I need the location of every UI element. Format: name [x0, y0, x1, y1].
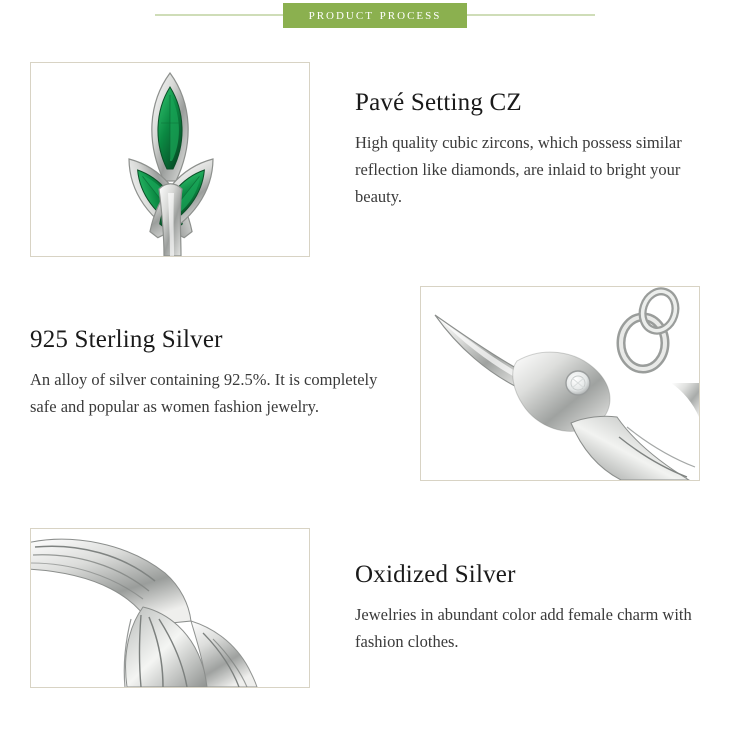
pave-setting-cz-text	[310, 62, 710, 211]
oxidized-silver-heading: Oxidized Silver	[355, 561, 516, 588]
oxidized-silver-text	[310, 528, 710, 655]
section-sterling-silver	[30, 286, 700, 481]
pave-setting-cz-body: High quality cubic zircons, which possess similar reflection like diamonds, are inlaid to bright your beauty.	[355, 133, 682, 207]
section-oxidized-silver	[30, 528, 710, 688]
bird-tail-feathers-photo	[30, 528, 310, 688]
bird-tail-feathers-illustration	[31, 529, 309, 687]
product-process-banner	[0, 0, 750, 30]
hummingbird-head-charm-illustration	[421, 287, 699, 480]
pave-setting-cz-heading: Pavé Setting CZ	[355, 89, 522, 116]
hummingbird-head-charm-photo	[420, 286, 700, 481]
banner-label: product process	[283, 3, 468, 28]
oxidized-silver-body: Jewelries in abundant color add female charm with fashion clothes.	[355, 605, 692, 652]
section-pave-setting-cz	[30, 62, 710, 257]
sterling-silver-heading: 925 Sterling Silver	[30, 326, 223, 353]
sterling-silver-body: An alloy of silver containing 92.5%. It is completely safe and popular as women fashion jewelry.	[30, 370, 378, 417]
leaves-green-gemstones-photo	[30, 62, 310, 257]
leaves-green-gemstones-illustration	[31, 63, 309, 256]
sterling-silver-text	[30, 286, 420, 420]
